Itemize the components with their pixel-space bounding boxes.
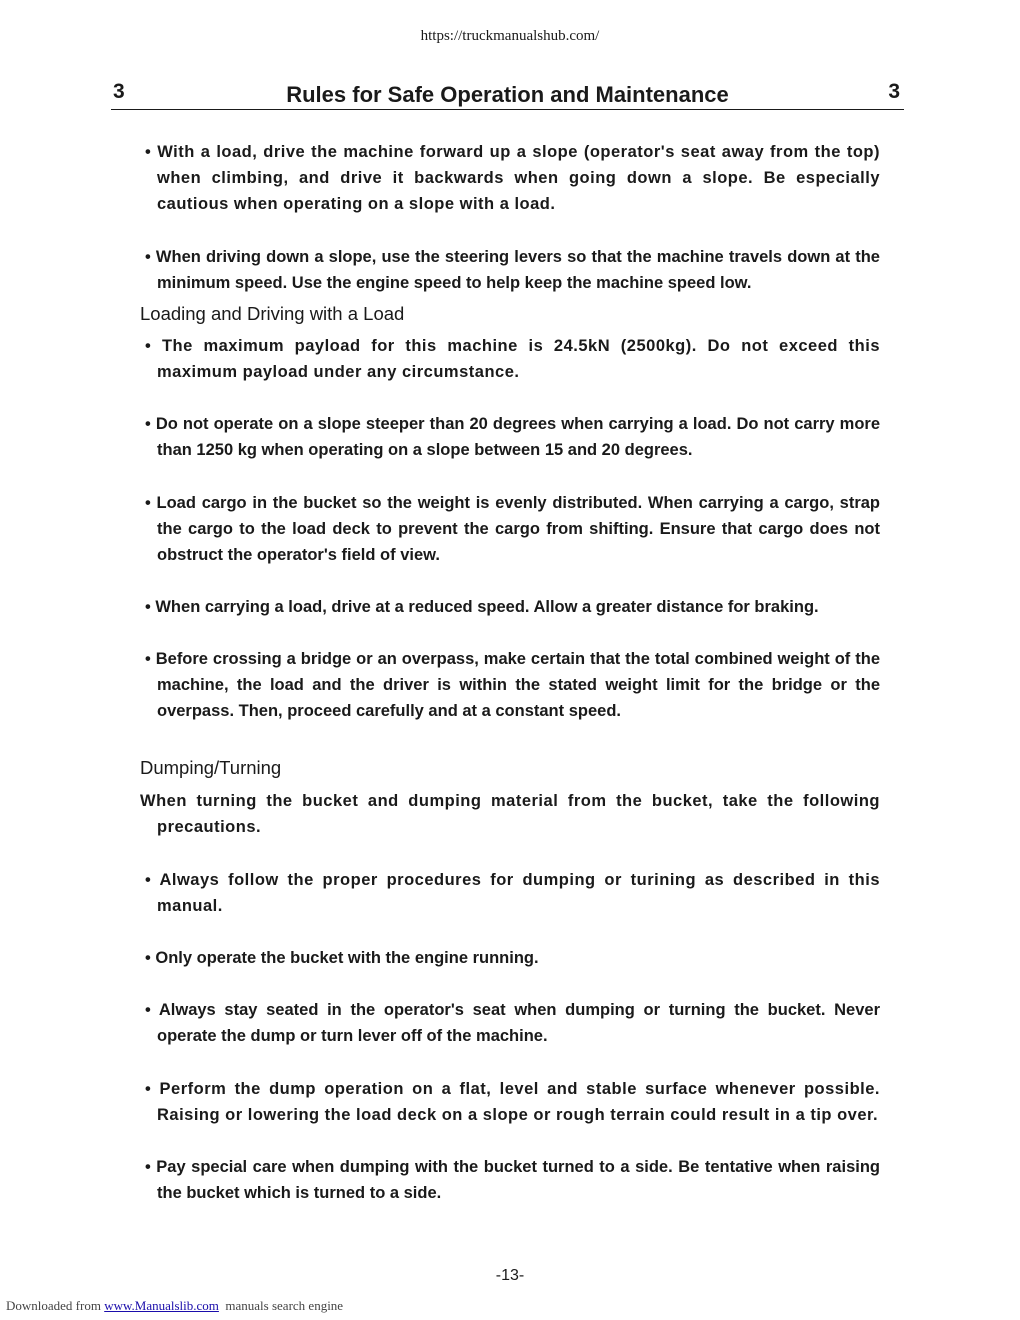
- section-heading-dumping: Dumping/Turning: [140, 757, 282, 778]
- list-item: • With a load, drive the machine forward up a slope (operator's seat away from the top) when climbing, and drive it backwards when going down a slope. Be especially cautious when operating on a slope with a load.: [145, 143, 880, 213]
- download-footer: [6, 1298, 343, 1314]
- page-header: [111, 78, 904, 110]
- list-item: • Before crossing a bridge or an overpass, make certain that the total combined weight of the machine, the load and the driver is within the stated weight limit for the bridge or the overpass. Then, proceed carefully and at a constant speed.: [145, 650, 880, 720]
- site-url: https://truckmanualshub.com/: [420, 28, 600, 44]
- chapter-number-right: 3: [888, 80, 900, 103]
- list-item: • The maximum payload for this machine is 24.5kN (2500kg). Do not exceed this maximum payload under any circumstance.: [145, 337, 880, 381]
- list-item: • When carrying a load, drive at a reduced speed. Allow a greater distance for braking.: [145, 598, 819, 616]
- list-item: • Pay special care when dumping with the bucket turned to a side. Be tentative when raising the bucket which is turned to a side.: [145, 1158, 880, 1202]
- footer-prefix: Downloaded from: [6, 1298, 105, 1313]
- page-title: Rules for Safe Operation and Maintenance: [286, 82, 729, 107]
- list-item: • Perform the dump operation on a flat, level and stable surface whenever possible. Raising or lowering the load deck on a slope or rough terrain could result in a tip over.: [145, 1080, 880, 1124]
- footer-suffix: manuals search engine: [218, 1298, 344, 1313]
- list-item: • Only operate the bucket with the engine running.: [145, 949, 539, 967]
- section-heading-loading: Loading and Driving with a Load: [140, 303, 405, 324]
- chapter-number-left: 3: [113, 80, 125, 103]
- list-item: • Always stay seated in the operator's seat when dumping or turning the bucket. Never operate the dump or turn lever off of the machine.: [145, 1001, 880, 1045]
- list-item: • Always follow the proper procedures for dumping or turining as described in this manual.: [145, 871, 880, 915]
- list-item: • Do not operate on a slope steeper than 20 degrees when carrying a load. Do not carry more than 1250 kg when operating on a slope between 15 and 20 degrees.: [145, 415, 880, 459]
- section-intro: When turning the bucket and dumping material from the bucket, take the following precautions.: [140, 792, 880, 836]
- list-item: • Load cargo in the bucket so the weight is evenly distributed. When carrying a cargo, strap the cargo to the load deck to prevent the cargo from shifting. Ensure that cargo does not obstruct the operator's field of view.: [145, 494, 880, 564]
- page-number: -13-: [495, 1267, 525, 1284]
- list-item: • When driving down a slope, use the steering levers so that the machine travels down at the minimum speed. Use the engine speed to help keep the machine speed low.: [145, 248, 880, 292]
- manualslib-link[interactable]: www.Manualslib.com: [104, 1298, 219, 1313]
